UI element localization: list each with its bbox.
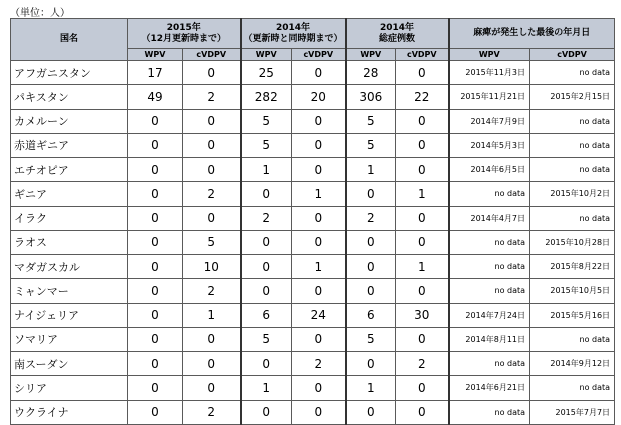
table-row: [11, 376, 615, 400]
last-wpv-date-cell: 2014年7月9日: [449, 109, 530, 133]
cvdpv-2014-total-cell: 30: [396, 303, 449, 327]
subheader-cvdpv: cVDPV: [530, 49, 615, 61]
header-last-onset: 麻痺が発生した最後の年月日: [449, 19, 615, 49]
last-cvdpv-date-cell: no data: [530, 133, 615, 157]
subheader-wpv: WPV: [241, 49, 292, 61]
cvdpv-2015-cell: 1: [183, 303, 241, 327]
country-cell: エチオピア: [11, 158, 128, 182]
cvdpv-2014-cell: 0: [292, 61, 346, 85]
wpv-2014-total-cell: 0: [346, 230, 396, 254]
cvdpv-2015-cell: 2: [183, 85, 241, 109]
wpv-2014-total-cell: 1: [346, 158, 396, 182]
wpv-2014-cell: 0: [241, 182, 292, 206]
wpv-2014-cell: 282: [241, 85, 292, 109]
last-cvdpv-date-cell: 2015年8月22日: [530, 255, 615, 279]
wpv-2014-cell: 0: [241, 279, 292, 303]
table-row: [11, 400, 615, 424]
last-wpv-date-cell: 2014年7月24日: [449, 303, 530, 327]
table-row: [11, 133, 615, 157]
cvdpv-2014-total-cell: 0: [396, 376, 449, 400]
wpv-2014-total-cell: 5: [346, 109, 396, 133]
last-wpv-date-cell: no data: [449, 352, 530, 376]
last-cvdpv-date-cell: 2015年10月2日: [530, 182, 615, 206]
wpv-2014-cell: 6: [241, 303, 292, 327]
cvdpv-2015-cell: 5: [183, 230, 241, 254]
country-cell: カメルーン: [11, 109, 128, 133]
last-wpv-date-cell: 2014年5月3日: [449, 133, 530, 157]
cvdpv-2014-cell: 0: [292, 158, 346, 182]
table-row: [11, 206, 615, 230]
polio-cases-table: [10, 18, 615, 425]
cvdpv-2015-cell: 10: [183, 255, 241, 279]
last-wpv-date-cell: no data: [449, 255, 530, 279]
last-wpv-date-cell: 2014年8月11日: [449, 327, 530, 351]
country-cell: ミャンマー: [11, 279, 128, 303]
wpv-2014-total-cell: 6: [346, 303, 396, 327]
cvdpv-2015-cell: 2: [183, 400, 241, 424]
cvdpv-2015-cell: 0: [183, 61, 241, 85]
wpv-2014-total-cell: 0: [346, 400, 396, 424]
wpv-2014-cell: 5: [241, 133, 292, 157]
last-cvdpv-date-cell: 2014年9月12日: [530, 352, 615, 376]
wpv-2014-cell: 0: [241, 352, 292, 376]
country-cell: ナイジェリア: [11, 303, 128, 327]
subheader-cvdpv: cVDPV: [292, 49, 346, 61]
cvdpv-2014-cell: 0: [292, 230, 346, 254]
header-2015: 2015年 （12月更新時まで）: [128, 19, 241, 49]
wpv-2015-cell: 0: [128, 109, 183, 133]
country-cell: マダガスカル: [11, 255, 128, 279]
country-cell: イラク: [11, 206, 128, 230]
last-wpv-date-cell: 2015年11月3日: [449, 61, 530, 85]
cvdpv-2015-cell: 2: [183, 182, 241, 206]
cvdpv-2014-total-cell: 0: [396, 109, 449, 133]
wpv-2015-cell: 0: [128, 303, 183, 327]
cvdpv-2014-total-cell: 0: [396, 279, 449, 303]
wpv-2015-cell: 0: [128, 352, 183, 376]
wpv-2015-cell: 0: [128, 182, 183, 206]
wpv-2014-total-cell: 5: [346, 327, 396, 351]
last-cvdpv-date-cell: 2015年7月7日: [530, 400, 615, 424]
subheader-wpv: WPV: [128, 49, 183, 61]
cvdpv-2014-total-cell: 0: [396, 158, 449, 182]
wpv-2014-total-cell: 28: [346, 61, 396, 85]
country-cell: シリア: [11, 376, 128, 400]
cvdpv-2014-total-cell: 0: [396, 133, 449, 157]
wpv-2014-cell: 1: [241, 376, 292, 400]
table-row: [11, 352, 615, 376]
header-country: 国名: [11, 19, 128, 61]
header-2014-total: 2014年 総症例数: [346, 19, 449, 49]
last-cvdpv-date-cell: no data: [530, 61, 615, 85]
cvdpv-2014-total-cell: 1: [396, 182, 449, 206]
last-cvdpv-date-cell: 2015年2月15日: [530, 85, 615, 109]
cvdpv-2014-total-cell: 0: [396, 400, 449, 424]
cvdpv-2014-total-cell: 1: [396, 255, 449, 279]
table-row: [11, 327, 615, 351]
table-row: [11, 85, 615, 109]
wpv-2014-cell: 0: [241, 230, 292, 254]
wpv-2015-cell: 0: [128, 255, 183, 279]
last-wpv-date-cell: 2014年6月5日: [449, 158, 530, 182]
table-row: [11, 279, 615, 303]
wpv-2014-total-cell: 0: [346, 279, 396, 303]
wpv-2014-total-cell: 0: [346, 255, 396, 279]
wpv-2014-cell: 0: [241, 255, 292, 279]
table-row: [11, 109, 615, 133]
last-cvdpv-date-cell: no data: [530, 206, 615, 230]
country-cell: ラオス: [11, 230, 128, 254]
last-cvdpv-date-cell: 2015年5月16日: [530, 303, 615, 327]
cvdpv-2014-cell: 0: [292, 400, 346, 424]
cvdpv-2014-total-cell: 0: [396, 327, 449, 351]
cvdpv-2014-cell: 2: [292, 352, 346, 376]
cvdpv-2014-cell: 0: [292, 279, 346, 303]
cvdpv-2014-cell: 1: [292, 182, 346, 206]
last-cvdpv-date-cell: no data: [530, 327, 615, 351]
cvdpv-2015-cell: 0: [183, 133, 241, 157]
table-row: [11, 61, 615, 85]
wpv-2015-cell: 0: [128, 230, 183, 254]
table-row: [11, 158, 615, 182]
cvdpv-2015-cell: 0: [183, 206, 241, 230]
wpv-2015-cell: 17: [128, 61, 183, 85]
cvdpv-2014-total-cell: 22: [396, 85, 449, 109]
wpv-2015-cell: 0: [128, 158, 183, 182]
wpv-2014-total-cell: 5: [346, 133, 396, 157]
wpv-2015-cell: 49: [128, 85, 183, 109]
cvdpv-2014-total-cell: 0: [396, 206, 449, 230]
cvdpv-2015-cell: 2: [183, 279, 241, 303]
last-wpv-date-cell: no data: [449, 230, 530, 254]
unit-label: （単位：人）: [10, 8, 70, 19]
cvdpv-2015-cell: 0: [183, 352, 241, 376]
table-row: [11, 255, 615, 279]
last-wpv-date-cell: 2014年4月7日: [449, 206, 530, 230]
header-2014-same-period: 2014年 （更新時と同時期まで）: [241, 19, 346, 49]
cvdpv-2014-cell: 24: [292, 303, 346, 327]
country-cell: ギニア: [11, 182, 128, 206]
last-wpv-date-cell: no data: [449, 279, 530, 303]
country-cell: ウクライナ: [11, 400, 128, 424]
last-wpv-date-cell: no data: [449, 182, 530, 206]
wpv-2014-cell: 2: [241, 206, 292, 230]
country-cell: パキスタン: [11, 85, 128, 109]
wpv-2015-cell: 0: [128, 133, 183, 157]
cvdpv-2015-cell: 0: [183, 376, 241, 400]
wpv-2014-total-cell: 2: [346, 206, 396, 230]
wpv-2015-cell: 0: [128, 327, 183, 351]
wpv-2015-cell: 0: [128, 400, 183, 424]
cvdpv-2014-total-cell: 2: [396, 352, 449, 376]
table-row: [11, 182, 615, 206]
last-wpv-date-cell: no data: [449, 400, 530, 424]
last-cvdpv-date-cell: 2015年10月28日: [530, 230, 615, 254]
wpv-2015-cell: 0: [128, 376, 183, 400]
country-cell: ソマリア: [11, 327, 128, 351]
subheader-cvdpv: cVDPV: [396, 49, 449, 61]
last-cvdpv-date-cell: no data: [530, 109, 615, 133]
table-row: [11, 230, 615, 254]
cvdpv-2014-total-cell: 0: [396, 230, 449, 254]
wpv-2014-total-cell: 0: [346, 352, 396, 376]
last-cvdpv-date-cell: no data: [530, 158, 615, 182]
table-body: [11, 61, 615, 425]
wpv-2014-total-cell: 1: [346, 376, 396, 400]
last-cvdpv-date-cell: no data: [530, 376, 615, 400]
cvdpv-2014-cell: 0: [292, 109, 346, 133]
country-cell: アフガニスタン: [11, 61, 128, 85]
wpv-2014-cell: 1: [241, 158, 292, 182]
cvdpv-2015-cell: 0: [183, 109, 241, 133]
subheader-wpv: WPV: [346, 49, 396, 61]
country-cell: 赤道ギニア: [11, 133, 128, 157]
wpv-2015-cell: 0: [128, 206, 183, 230]
cvdpv-2014-total-cell: 0: [396, 61, 449, 85]
last-wpv-date-cell: 2014年6月21日: [449, 376, 530, 400]
country-cell: 南スーダン: [11, 352, 128, 376]
wpv-2014-cell: 5: [241, 109, 292, 133]
cvdpv-2014-cell: 20: [292, 85, 346, 109]
wpv-2014-cell: 5: [241, 327, 292, 351]
wpv-2014-cell: 0: [241, 400, 292, 424]
subheader-wpv: WPV: [449, 49, 530, 61]
cvdpv-2014-cell: 1: [292, 255, 346, 279]
wpv-2014-total-cell: 0: [346, 182, 396, 206]
wpv-2014-cell: 25: [241, 61, 292, 85]
cvdpv-2015-cell: 0: [183, 158, 241, 182]
wpv-2014-total-cell: 306: [346, 85, 396, 109]
cvdpv-2014-cell: 0: [292, 327, 346, 351]
last-cvdpv-date-cell: 2015年10月5日: [530, 279, 615, 303]
subheader-cvdpv: cVDPV: [183, 49, 241, 61]
cvdpv-2014-cell: 0: [292, 376, 346, 400]
table-row: [11, 303, 615, 327]
cvdpv-2015-cell: 0: [183, 327, 241, 351]
cvdpv-2014-cell: 0: [292, 133, 346, 157]
last-wpv-date-cell: 2015年11月21日: [449, 85, 530, 109]
wpv-2015-cell: 0: [128, 279, 183, 303]
cvdpv-2014-cell: 0: [292, 206, 346, 230]
